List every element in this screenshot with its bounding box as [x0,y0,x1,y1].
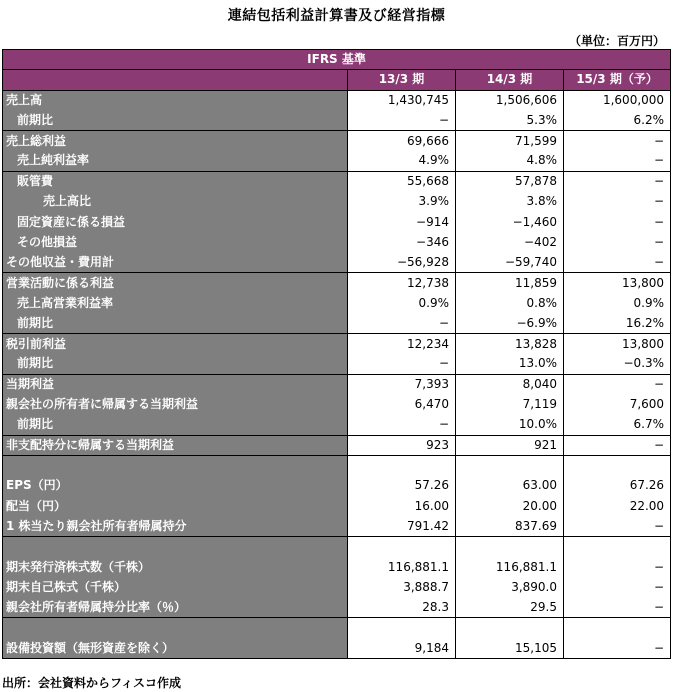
row-value: 22.00 [564,496,671,516]
row-value: 116,881.1 [348,557,456,577]
row-value: −346 [348,232,456,252]
row-value: 12,738 [348,273,456,293]
table-row [3,374,671,394]
header-corner [3,70,348,90]
row-label: 営業活動に係る利益 [3,273,348,293]
table-row [3,293,671,313]
row-value: 0.8% [456,293,564,313]
table-row [3,313,671,333]
table-row [3,131,671,151]
row-value: 13,828 [456,334,564,354]
column-header: 13/3 期 [348,70,456,90]
document-title: 連結包括利益計算書及び経営指標 [227,8,446,24]
row-label: 期末自己株式（千株） [3,577,348,597]
row-value: 28.3 [348,598,456,618]
row-value: − [564,516,671,536]
table-row [3,354,671,374]
table-row [3,171,671,191]
row-value: − [564,557,671,577]
table-body [3,90,671,658]
row-label: 非支配持分に帰属する当期利益 [3,435,348,455]
row-value: 3.9% [348,192,456,212]
row-label: 固定資産に係る損益 [3,212,348,232]
row-value: 55,668 [348,171,456,191]
table-row [3,577,671,597]
row-value: − [564,131,671,151]
row-value: −6.9% [456,313,564,333]
row-value: 63.00 [456,476,564,496]
row-value: 4.8% [456,151,564,171]
row-value: 5.3% [456,110,564,130]
row-value: 7,600 [564,395,671,415]
row-value: 13,800 [564,334,671,354]
row-value: −0.3% [564,354,671,374]
row-value: 13.0% [456,354,564,374]
row-label [3,537,348,557]
table-row [3,232,671,252]
table-row [3,415,671,435]
table-row [3,192,671,212]
row-value: 0.9% [348,293,456,313]
row-value: 11,859 [456,273,564,293]
column-header: 15/3 期（予） [564,70,671,90]
row-value: − [564,192,671,212]
row-value: 57,878 [456,171,564,191]
row-value [456,537,564,557]
row-label: 前期比 [3,313,348,333]
row-value [564,455,671,475]
row-value: − [348,313,456,333]
row-value [348,618,456,638]
row-value: 71,599 [456,131,564,151]
column-header-row [3,70,671,90]
row-value: 13,800 [564,273,671,293]
row-value: 29.5 [456,598,564,618]
row-value: 4.9% [348,151,456,171]
row-value: − [564,638,671,658]
row-value: 12,234 [348,334,456,354]
row-value: 3,888.7 [348,577,456,597]
row-value: 791.42 [348,516,456,536]
table-row [3,476,671,496]
row-label: 当期利益 [3,374,348,394]
row-value: 6.7% [564,415,671,435]
row-label: EPS（円） [3,476,348,496]
row-label: 売上高営業利益率 [3,293,348,313]
row-label: 親会社所有者帰属持分比率（％） [3,598,348,618]
row-value: 16.2% [564,313,671,333]
row-value: 1,600,000 [564,90,671,110]
row-value: 67.26 [564,476,671,496]
row-value: 16.00 [348,496,456,516]
row-label: 設備投資額（無形資産を除く） [3,638,348,658]
row-value: 7,119 [456,395,564,415]
row-value: 6.2% [564,110,671,130]
row-value: −914 [348,212,456,232]
table-row [3,598,671,618]
row-value [564,537,671,557]
row-value: −402 [456,232,564,252]
row-label [3,455,348,475]
row-label: 税引前利益 [3,334,348,354]
row-value: 9,184 [348,638,456,658]
row-value [348,537,456,557]
row-value: 57.26 [348,476,456,496]
row-label: 前期比 [3,354,348,374]
row-value: − [348,415,456,435]
table-row [3,334,671,354]
row-value: − [564,252,671,272]
standard-header: IFRS 基準 [3,50,671,70]
row-value: 6,470 [348,395,456,415]
unit-note: （単位：百万円） [568,34,665,48]
row-value: 923 [348,435,456,455]
row-value: − [564,232,671,252]
row-value: − [564,435,671,455]
row-label: 売上総利益 [3,131,348,151]
row-value: 0.9% [564,293,671,313]
row-value: − [564,212,671,232]
table-row [3,110,671,130]
table-row [3,90,671,110]
row-label [3,618,348,638]
row-value: − [348,110,456,130]
row-value [456,455,564,475]
table-row [3,638,671,658]
table-row [3,537,671,557]
row-value: 15,105 [456,638,564,658]
row-value: − [564,151,671,171]
row-value: − [348,354,456,374]
row-value [348,455,456,475]
standard-header-row [3,50,671,70]
row-value: −56,928 [348,252,456,272]
row-value: 1,430,745 [348,90,456,110]
row-value: 837.69 [456,516,564,536]
table-row [3,151,671,171]
table-row [3,212,671,232]
financial-table [2,49,671,659]
row-value: −59,740 [456,252,564,272]
row-value: − [564,577,671,597]
row-value: 921 [456,435,564,455]
table-row [3,618,671,638]
row-label: 売上高 [3,90,348,110]
row-value: 69,666 [348,131,456,151]
row-value [564,618,671,638]
row-value: 116,881.1 [456,557,564,577]
row-label: 前期比 [3,110,348,130]
row-value: − [564,374,671,394]
source-note: 出所：会社資料からフィスコ作成 [2,676,182,690]
row-value: 7,393 [348,374,456,394]
table-row [3,557,671,577]
row-value: 8,040 [456,374,564,394]
row-value: 3.8% [456,192,564,212]
table-row [3,252,671,272]
row-value: 1,506,606 [456,90,564,110]
table-row [3,435,671,455]
row-label: その他収益・費用計 [3,252,348,272]
row-label: その他損益 [3,232,348,252]
column-header: 14/3 期 [456,70,564,90]
row-label: 期末発行済株式数（千株） [3,557,348,577]
row-value: − [564,171,671,191]
row-label: 配当（円） [3,496,348,516]
row-label: 前期比 [3,415,348,435]
row-value [456,618,564,638]
row-label: 売上純利益率 [3,151,348,171]
row-label: 親会社の所有者に帰属する当期利益 [3,395,348,415]
row-label: 1 株当たり親会社所有者帰属持分 [3,516,348,536]
table-row [3,273,671,293]
row-label: 売上高比 [3,192,348,212]
row-value: −1,460 [456,212,564,232]
table-row [3,516,671,536]
table-row [3,455,671,475]
row-value: 3,890.0 [456,577,564,597]
row-value: 20.00 [456,496,564,516]
row-value: 10.0% [456,415,564,435]
row-value: − [564,598,671,618]
row-label: 販管費 [3,171,348,191]
table-row [3,395,671,415]
table-row [3,496,671,516]
